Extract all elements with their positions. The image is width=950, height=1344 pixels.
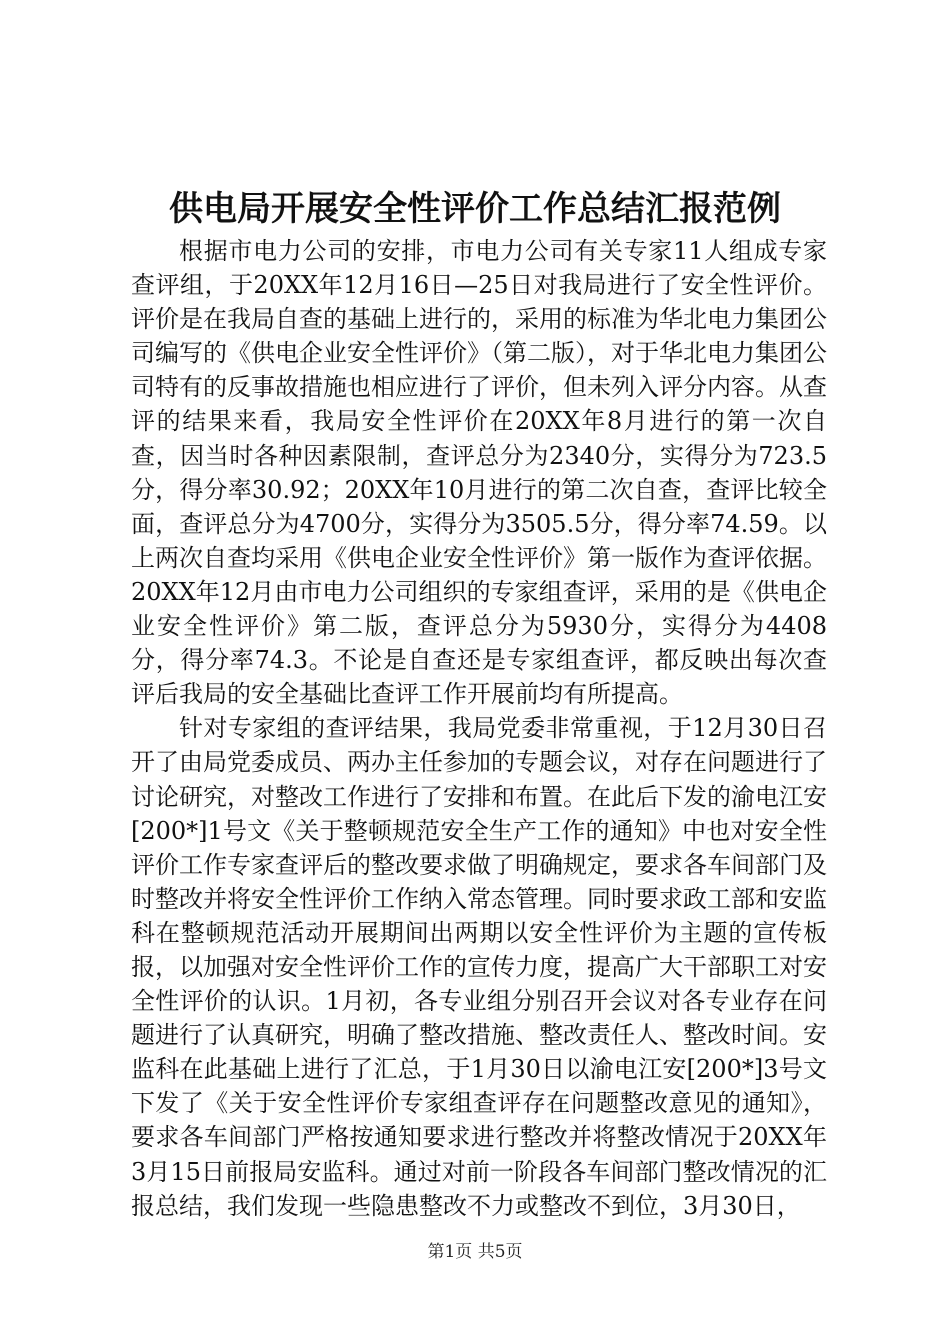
document-title: 供电局开展安全性评价工作总结汇报范例 xyxy=(169,189,781,229)
document-body xyxy=(131,234,827,1223)
paragraph-2: 针对专家组的查评结果，我局党委非常重视，于12月30日召开了由局党委成员、两办主任参加的专题会议，对存在问题进行了讨论研究，对整改工作进行了安排和布置。在此后下发的渝电江安[200*]1号文《关于整顿规范安全生产工作的通知》中也对安全性评价工作专家查评后的整改要求做了明确规定，要求各车间部门及时整改并将安全性评价工作纳入常态管理。同时要求政工部和安监科在整顿规范活动开展期间出两期以安全性评价为主题的宣传板报，以加强对安全性评价工作的宣传力度，提高广大干部职工对安全性评价的认识。1月初，各专业组分别召开会议对各专业存在问题进行了认真研究，明确了整改措施、整改责任人、整改时间。安监科在此基础上进行了汇总，于1月30日以渝电江安[200*]3号文下发了《关于安全性评价专家组查评存在问题整改意见的通知》，要求各车间部门严格按通知要求进行整改并将整改情况于20XX年3月15日前报局安监科。通过对前一阶段各车间部门整改情况的汇报总结，我们发现一些隐患整改不力或整改不到位，3月30日， xyxy=(131,714,827,1220)
page-footer: 第1页 共5页 xyxy=(427,1242,523,1262)
paragraph-1: 根据市电力公司的安排，市电力公司有关专家11人组成专家查评组，于20XX年12月16日—25日对我局进行了安全性评价。评价是在我局自查的基础上进行的，采用的标准为华北电力集团公司编写的《供电企业安全性评价》（第二版），对于华北电力集团公司特有的反事故措施也相应进行了评价，但未列入评分内容。从查评的结果来看，我局安全性评价在20XX年8月进行的第一次自查，因当时各种因素限制，查评总分为2340分，实得分为723.5分，得分率30.92；20XX年10月进行的第二次自查，查评比较全面，查评总分为4700分，实得分为3505.5分，得分率74.59。以上两次自查均采用《供电企业安全性评价》第一版作为查评依据。20XX年12月由市电力公司组织的专家组查评，采用的是《供电企业安全性评价》第二版，查评总分为5930分，实得分为4408分，得分率74.3。不论是自查还是专家组查评，都反映出每次查评后我局的安全基础比查评工作开展前均有所提高。 xyxy=(131,237,827,709)
